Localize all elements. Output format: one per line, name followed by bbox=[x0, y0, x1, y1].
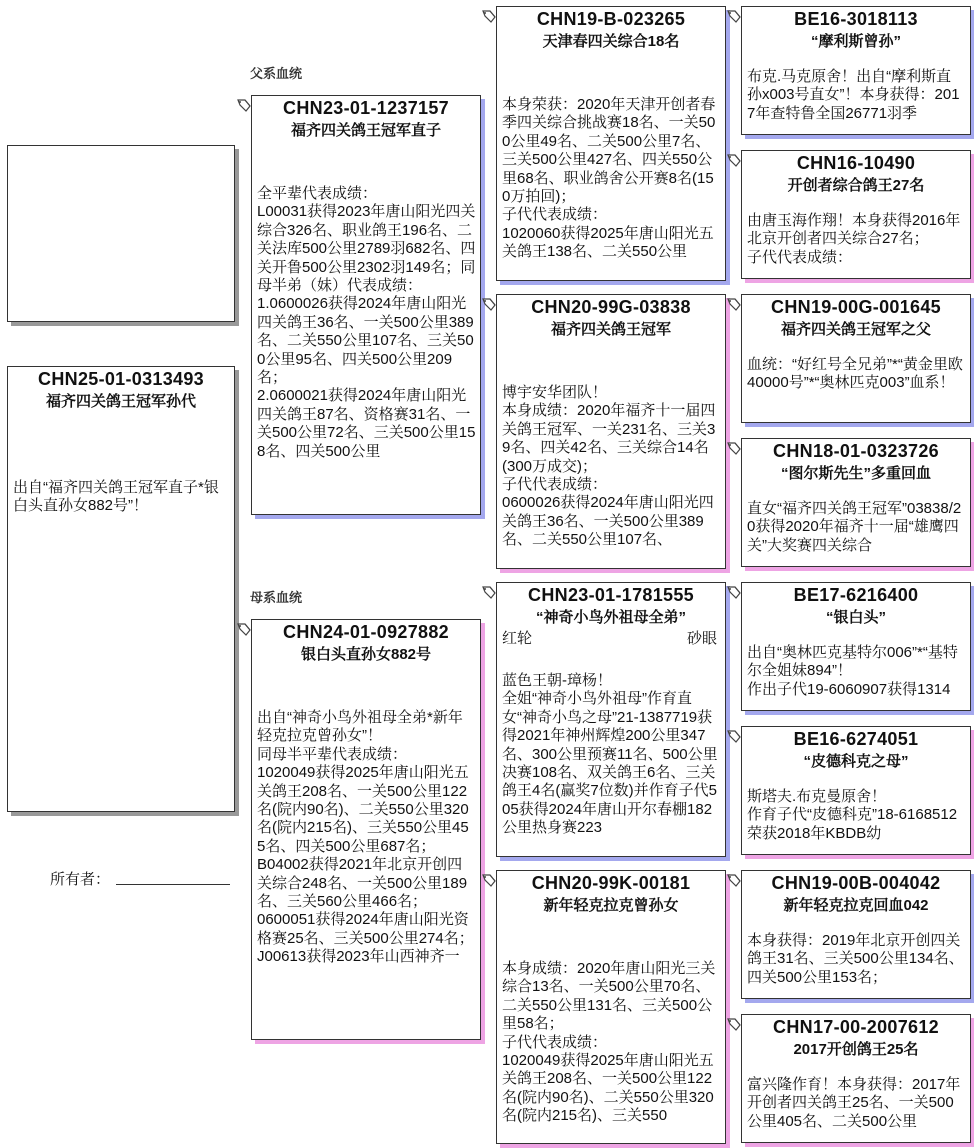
sire-card[interactable] bbox=[251, 95, 481, 515]
edit-pencil-icon[interactable] bbox=[481, 872, 497, 888]
ring-id: CHN25-01-0313493 bbox=[38, 369, 204, 389]
edit-pencil-icon[interactable] bbox=[726, 728, 742, 744]
owner-label: 所有者： bbox=[50, 871, 111, 888]
great-grandparent-card[interactable] bbox=[741, 726, 971, 855]
ring-id: CHN18-01-0323726 bbox=[773, 441, 939, 461]
grandsire-paternal-card[interactable] bbox=[496, 6, 726, 281]
ring-id: CHN23-01-1237157 bbox=[283, 98, 449, 118]
pigeon-name: 天津春四关综合18名 bbox=[542, 33, 680, 50]
card-body: 富兴隆作育！本身获得：2017年开创者四关鸽王25名、一关500公里405名、二关500公里 bbox=[747, 1076, 961, 1130]
edit-pencil-icon[interactable] bbox=[236, 97, 252, 113]
edit-pencil-icon[interactable] bbox=[726, 1016, 742, 1032]
subject-card[interactable] bbox=[7, 366, 235, 812]
card-body: 布克.马克原舍！出自“摩利斯直孙x003号直女”！本身获得：2017年查特鲁全国26771羽季 bbox=[747, 68, 960, 122]
edit-pencil-icon[interactable] bbox=[726, 584, 742, 600]
grandsire-maternal-card[interactable] bbox=[496, 582, 726, 857]
edit-pencil-icon[interactable] bbox=[481, 296, 497, 312]
ring-id: CHN19-00B-004042 bbox=[771, 873, 941, 893]
photo-box[interactable] bbox=[7, 145, 235, 322]
card-body: 全平辈代表成绩： L00031获得2023年唐山阳光四关综合326名、职业鸽王196名、二关法库500公里2789羽682名、四关开鲁500公里2302羽149名；同母半弟（妹）代表成绩： 1.0600026获得2024年唐山阳光四关鸽王36名、一关500公里389名、二关550公里107名、三关500公里95名、四关500公里209名； 2.0600021获得2024年唐山阳光四关鸽王87名、资格赛31名、一关500公里72名、三关500公里158名、四关500公里 bbox=[257, 185, 476, 460]
edit-pencil-icon[interactable] bbox=[726, 8, 742, 24]
ring-id: CHN19-00G-001645 bbox=[771, 297, 941, 317]
ring-id: CHN17-00-2007612 bbox=[773, 1017, 939, 1037]
pigeon-name: “银白头” bbox=[825, 609, 886, 626]
great-grandparent-card[interactable] bbox=[741, 1014, 971, 1143]
card-body: 博宇安华团队！ 本身成绩：2020年福齐十一届四关鸽王冠军、一关231名、三关39名、四关42名、三关综合14名(300万成交)； 子代代表成绩： 0600026获得2024年唐山阳光四关鸽王36名、一关500公里389名、二关550公里107名、 bbox=[502, 384, 716, 549]
dam-card[interactable] bbox=[251, 619, 481, 1040]
edit-pencil-icon[interactable] bbox=[726, 872, 742, 888]
pigeon-name: “图尔斯先生”多重回血 bbox=[780, 465, 931, 482]
pigeon-name: 福齐四关鸽王冠军直子 bbox=[290, 122, 441, 139]
granddam-paternal-card[interactable] bbox=[496, 294, 726, 569]
card-body: 直女“福齐四关鸽王冠军”03838/20获得2020年福齐十一届“雄鹰四关”大奖赛四关综合 bbox=[747, 500, 962, 554]
card-body: 本身荣获：2020年天津开创者春季四关综合挑战赛18名、一关500公里49名、二关500公里7名、三关500公里427名、四关550公里68名、职业鸽舍公开赛8名(150万拍回)； 子代代表成绩： 1020060获得2025年唐山阳光五关鸽王138名、二关550公里 bbox=[502, 96, 716, 261]
card-body: 出自“福齐四关鸽王冠军直子*银白头直孙女882号”！ bbox=[13, 479, 219, 515]
pigeon-name: “摩利斯曾孙” bbox=[810, 33, 901, 50]
sire-line-label: 父系血统 bbox=[250, 66, 303, 81]
pigeon-name: 新年轻克拉克曾孙女 bbox=[543, 897, 679, 914]
edit-pencil-icon[interactable] bbox=[726, 440, 742, 456]
pigeon-name: 开创者综合鸽王27名 bbox=[787, 177, 925, 194]
edit-pencil-icon[interactable] bbox=[726, 152, 742, 168]
edit-pencil-icon[interactable] bbox=[481, 584, 497, 600]
edit-pencil-icon[interactable] bbox=[481, 8, 497, 24]
card-body: 本身成绩：2020年唐山阳光三关综合13名、一关500公里70名、二关550公里131名、三关500公里58名； 子代代表成绩： 1020049获得2025年唐山阳光五关鸽王208名、一关500公里122名(院内90名)、二关550公里320名(院内215名)、三关550 bbox=[502, 960, 716, 1125]
pigeon-name: 2017开创鸽王25名 bbox=[793, 1041, 919, 1058]
great-grandparent-card[interactable] bbox=[741, 582, 971, 711]
ring-id: BE16-6274051 bbox=[793, 729, 919, 749]
pigeon-name: 福齐四关鸽王冠军之父 bbox=[780, 321, 931, 338]
card-body: 斯塔夫.布克曼原舍！ 作育子代“皮德科克”18-6168512荣获2018年KBDB幼 bbox=[747, 788, 958, 842]
card-body: 血统：“好红号全兄弟”*“黄金里欧40000号”*“奥林匹克003”血系！ bbox=[747, 356, 963, 392]
eye-type: 砂眼 bbox=[686, 630, 717, 647]
granddam-maternal-card[interactable] bbox=[496, 870, 726, 1144]
great-grandparent-card[interactable] bbox=[741, 870, 971, 999]
ring-id: CHN19-B-023265 bbox=[536, 9, 686, 29]
card-body: 由唐玉海作翔！本身获得2016年北京开创者四关综合27名； 子代代表成绩： bbox=[747, 212, 961, 266]
pigeon-name: 福齐四关鸽王冠军 bbox=[550, 321, 671, 338]
edit-pencil-icon[interactable] bbox=[726, 296, 742, 312]
card-body: 蓝色王朝-璋杨！ 全姐“神奇小鸟外祖母”作育直女“神奇小鸟之母”21-1387719获得2021年神州辉煌200公里347名、300公里预赛11名、500公里决赛108名、双关鸽王6名、三关鸽王4名(赢奖7位数)并作育子代505获得2024年唐山开尔春棚182公里热身赛223 bbox=[502, 672, 718, 837]
ring-id: BE17-6216400 bbox=[793, 585, 919, 605]
owner-field[interactable] bbox=[116, 884, 230, 885]
great-grandparent-card[interactable] bbox=[741, 294, 971, 423]
card-body: 出自“奥林匹克基特尔006”*“基特尔全姐妹894”！ 作出子代19-6060907获得1314 bbox=[747, 644, 958, 698]
pigeon-name: 福齐四关鸽王冠军孙代 bbox=[45, 393, 196, 410]
card-body: 本身获得：2019年北京开创四关鸽王31名、三关500公里134名、四关500公里153名； bbox=[747, 932, 964, 986]
great-grandparent-card[interactable] bbox=[741, 6, 971, 135]
ring-color: 红轮 bbox=[502, 630, 533, 647]
dam-line-label: 母系血统 bbox=[250, 590, 303, 605]
pigeon-name: “神奇小鸟外祖母全弟” bbox=[535, 609, 686, 626]
pigeon-name: 新年轻克拉克回血042 bbox=[783, 897, 929, 914]
ring-id: CHN20-99K-00181 bbox=[531, 873, 691, 893]
card-body: 出自“神奇小鸟外祖母全弟*新年轻克拉克曾孙女”！ 同母半平辈代表成绩： 1020049获得2025年唐山阳光五关鸽王208名、一关500公里122名(院内90名)、二关550公里320名(院内215名)、三关550公里455名、四关500公里687名； B04002获得2021年北京开创四关综合248名、一关500公里189名、三关560公里466名； 0600051获得2024年唐山阳光资格赛25名、三关500公里274名； J00613获得2023年山西神齐一 bbox=[257, 709, 474, 966]
traits-row bbox=[502, 627, 717, 648]
great-grandparent-card[interactable] bbox=[741, 150, 971, 279]
ring-id: CHN24-01-0927882 bbox=[283, 622, 449, 642]
ring-id: CHN16-10490 bbox=[796, 153, 916, 173]
pigeon-name: 银白头直孙女882号 bbox=[300, 646, 432, 663]
edit-pencil-icon[interactable] bbox=[236, 621, 252, 637]
pigeon-name: “皮德科克之母” bbox=[803, 753, 909, 770]
ring-id: CHN20-99G-03838 bbox=[531, 297, 691, 317]
great-grandparent-card[interactable] bbox=[741, 438, 971, 567]
ring-id: BE16-3018113 bbox=[794, 9, 918, 29]
ring-id: CHN23-01-1781555 bbox=[528, 585, 694, 605]
